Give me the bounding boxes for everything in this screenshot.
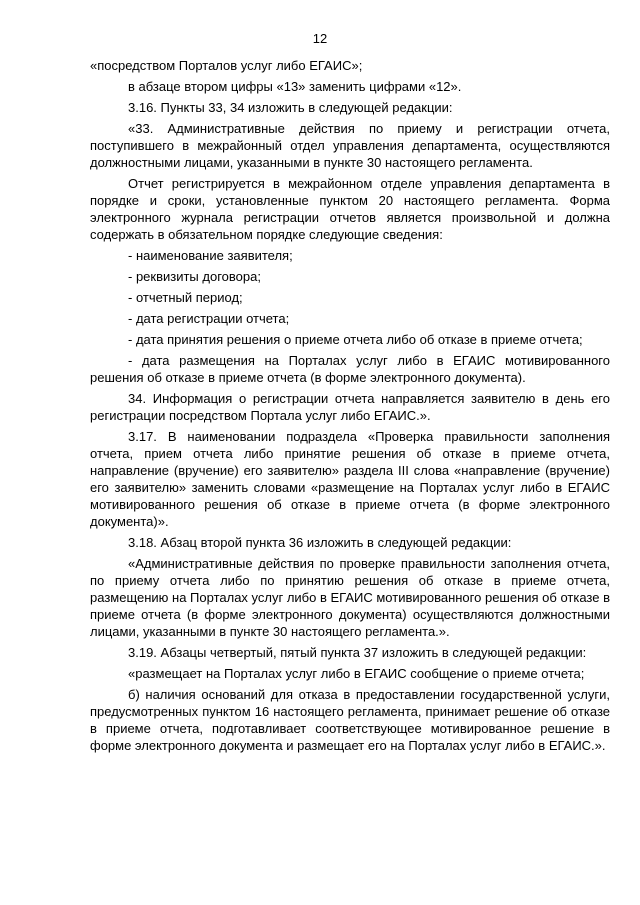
list-item: - наименование заявителя; [128,248,293,263]
paragraph: 3.18. Абзац второй пункта 36 изложить в следующей редакции: [128,535,512,550]
paragraph: 3.17. В наименовании подраздела «Проверка правильности заполнения отчета, прием отчета либо принятие решения об отказе в приеме отчета, направление (вручение) его заявителю» раздела III слова «направление (вручение) его заявителю» заменить словами «размещение на Порталах услуг либо в ЕГАИС мотивированного решения об отказе в приеме отчета (в форме электронного документа)». [90,429,610,529]
page-number: 12 [312,31,328,46]
document-body [90,57,610,758]
paragraph: в абзаце втором цифры «13» заменить цифрами «12». [128,79,462,94]
paragraph: «посредством Порталов услуг либо ЕГАИС»; [90,58,363,73]
paragraph: б) наличия оснований для отказа в предоставлении государственной услуги, предусмотренных пунктом 16 настоящего регламента, принимает решение об отказе в приеме отчета, подготавливает соответствующее мотивированное решение в форме электронного документа и размещает его на Порталах услуг либо в ЕГАИС.». [90,687,610,753]
paragraph: 34. Информация о регистрации отчета направляется заявителю в день его регистрации посредством Портала услуг либо ЕГАИС.». [90,391,610,423]
list-item: - дата размещения на Порталах услуг либо в ЕГАИС мотивированного решения об отказе в приеме отчета (в форме электронного документа). [90,353,610,385]
list-item: - отчетный период; [128,290,243,305]
paragraph: 3.16. Пункты 33, 34 изложить в следующей редакции: [128,100,453,115]
paragraph: Отчет регистрируется в межрайонном отделе управления департамента в порядке и сроки, установленные пунктом 20 настоящего регламента. Форма электронного журнала регистрации отчетов является произвольной и должна содержать в обязательном порядке следующие сведения: [90,176,610,242]
list-item: - дата регистрации отчета; [128,311,290,326]
list-item: - реквизиты договора; [128,269,261,284]
paragraph: «Административные действия по проверке правильности заполнения отчета, по приему отчета либо по принятию решения об отказе в приеме отчета, размещению на Порталах услуг либо в ЕГАИС мотивированного решения об отказе в приеме отчета (в форме электронного документа) осуществляются должностными лицами, указанными в пункте 30 настоящего регламента.». [90,556,610,639]
paragraph: «размещает на Порталах услуг либо в ЕГАИС сообщение о приеме отчета; [128,666,585,681]
list-item: - дата принятия решения о приеме отчета либо об отказе в приеме отчета; [128,332,583,347]
paragraph: «33. Административные действия по приему и регистрации отчета, поступившего в межрайонный отдел управления департамента, осуществляются должностными лицами, указанными в пункте 30 настоящего регламента. [90,121,610,170]
paragraph: 3.19. Абзацы четвертый, пятый пункта 37 изложить в следующей редакции: [128,645,587,660]
